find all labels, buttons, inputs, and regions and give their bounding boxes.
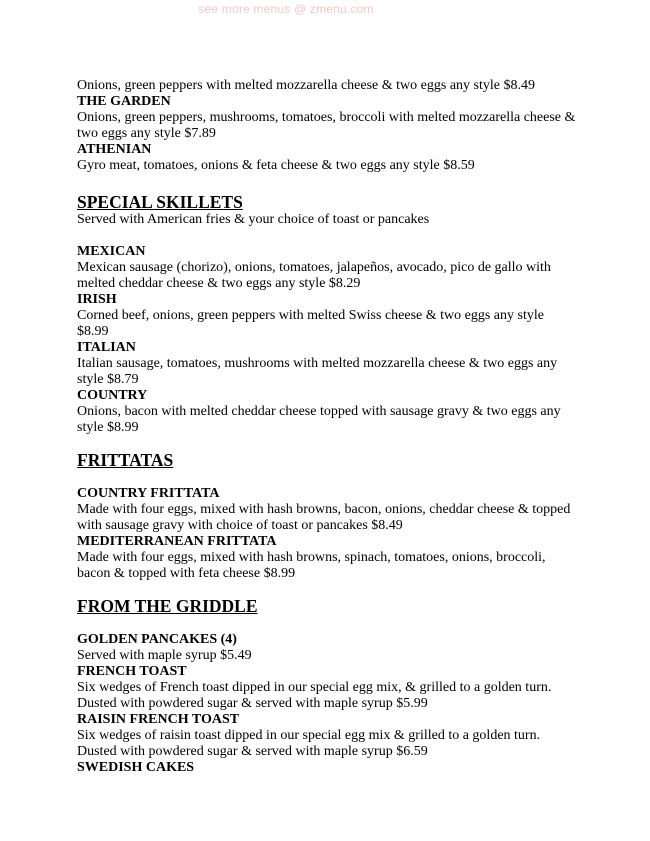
item-description: Made with four eggs, mixed with hash browns, spinach, tomatoes, onions, broccoli, bacon & topped with feta cheese $8.99 xyxy=(77,550,546,581)
item-description: Onions, green peppers with melted mozzarella cheese & two eggs any style $8.49 xyxy=(77,78,535,93)
item-title: ATHENIAN xyxy=(77,142,152,157)
item-description: Served with maple syrup $5.49 xyxy=(77,648,252,663)
item-description: Made with four eggs, mixed with hash browns, bacon, onions, cheddar cheese & topped with sausage gravy with choice of toast or pancakes $8.49 xyxy=(77,502,571,533)
item-title: SWEDISH CAKES xyxy=(77,760,195,775)
item-title: MEXICAN xyxy=(77,244,146,259)
item-description: Onions, bacon with melted cheddar cheese topped with sausage gravy & two eggs any style $8.99 xyxy=(77,404,561,435)
section-subtitle: Served with American fries & your choice of toast or pancakes xyxy=(77,212,430,227)
item-title: FRENCH TOAST xyxy=(77,664,187,679)
section-heading: FRITTATAS xyxy=(77,450,174,470)
item-title: COUNTRY FRITTATA xyxy=(77,486,220,501)
item-description: Italian sausage, tomatoes, mushrooms with melted mozzarella cheese & two eggs any style $8.79 xyxy=(77,356,558,387)
item-title: MEDITERRANEAN FRITTATA xyxy=(77,534,277,549)
intro-items xyxy=(77,78,577,174)
section-frittatas xyxy=(77,450,577,582)
item-description: Mexican sausage (chorizo), onions, tomatoes, jalapeños, avocado, pico de gallo with melted cheddar cheese & two eggs any style $8.29 xyxy=(77,260,551,291)
item-description: Gyro meat, tomatoes, onions & feta cheese & two eggs any style $8.59 xyxy=(77,158,475,173)
item-title: COUNTRY xyxy=(77,388,148,403)
section-from-the-griddle xyxy=(77,596,577,776)
item-description: Onions, green peppers, mushrooms, tomatoes, broccoli with melted mozzarella cheese & two eggs any style $7.89 xyxy=(77,110,576,141)
item-title: THE GARDEN xyxy=(77,94,171,109)
item-description: Six wedges of French toast dipped in our special egg mix, & grilled to a golden turn. Dusted with powdered sugar & served with maple syrup $5.99 xyxy=(77,680,552,711)
item-title: IRISH xyxy=(77,292,117,307)
section-special-skillets xyxy=(77,192,577,436)
item-title: RAISIN FRENCH TOAST xyxy=(77,712,240,727)
menu-page xyxy=(77,78,577,776)
item-description: Six wedges of raisin toast dipped in our special egg mix & grilled to a golden turn. Dusted with powdered sugar & served with maple syrup $6.59 xyxy=(77,728,541,759)
item-title: ITALIAN xyxy=(77,340,136,355)
section-heading: FROM THE GRIDDLE xyxy=(77,596,258,616)
item-title: GOLDEN PANCAKES (4) xyxy=(77,632,237,647)
watermark: see more menus @ zmenu.com xyxy=(198,2,374,16)
item-description: Corned beef, onions, green peppers with melted Swiss cheese & two eggs any style $8.99 xyxy=(77,308,544,339)
section-heading: SPECIAL SKILLETS xyxy=(77,192,243,212)
